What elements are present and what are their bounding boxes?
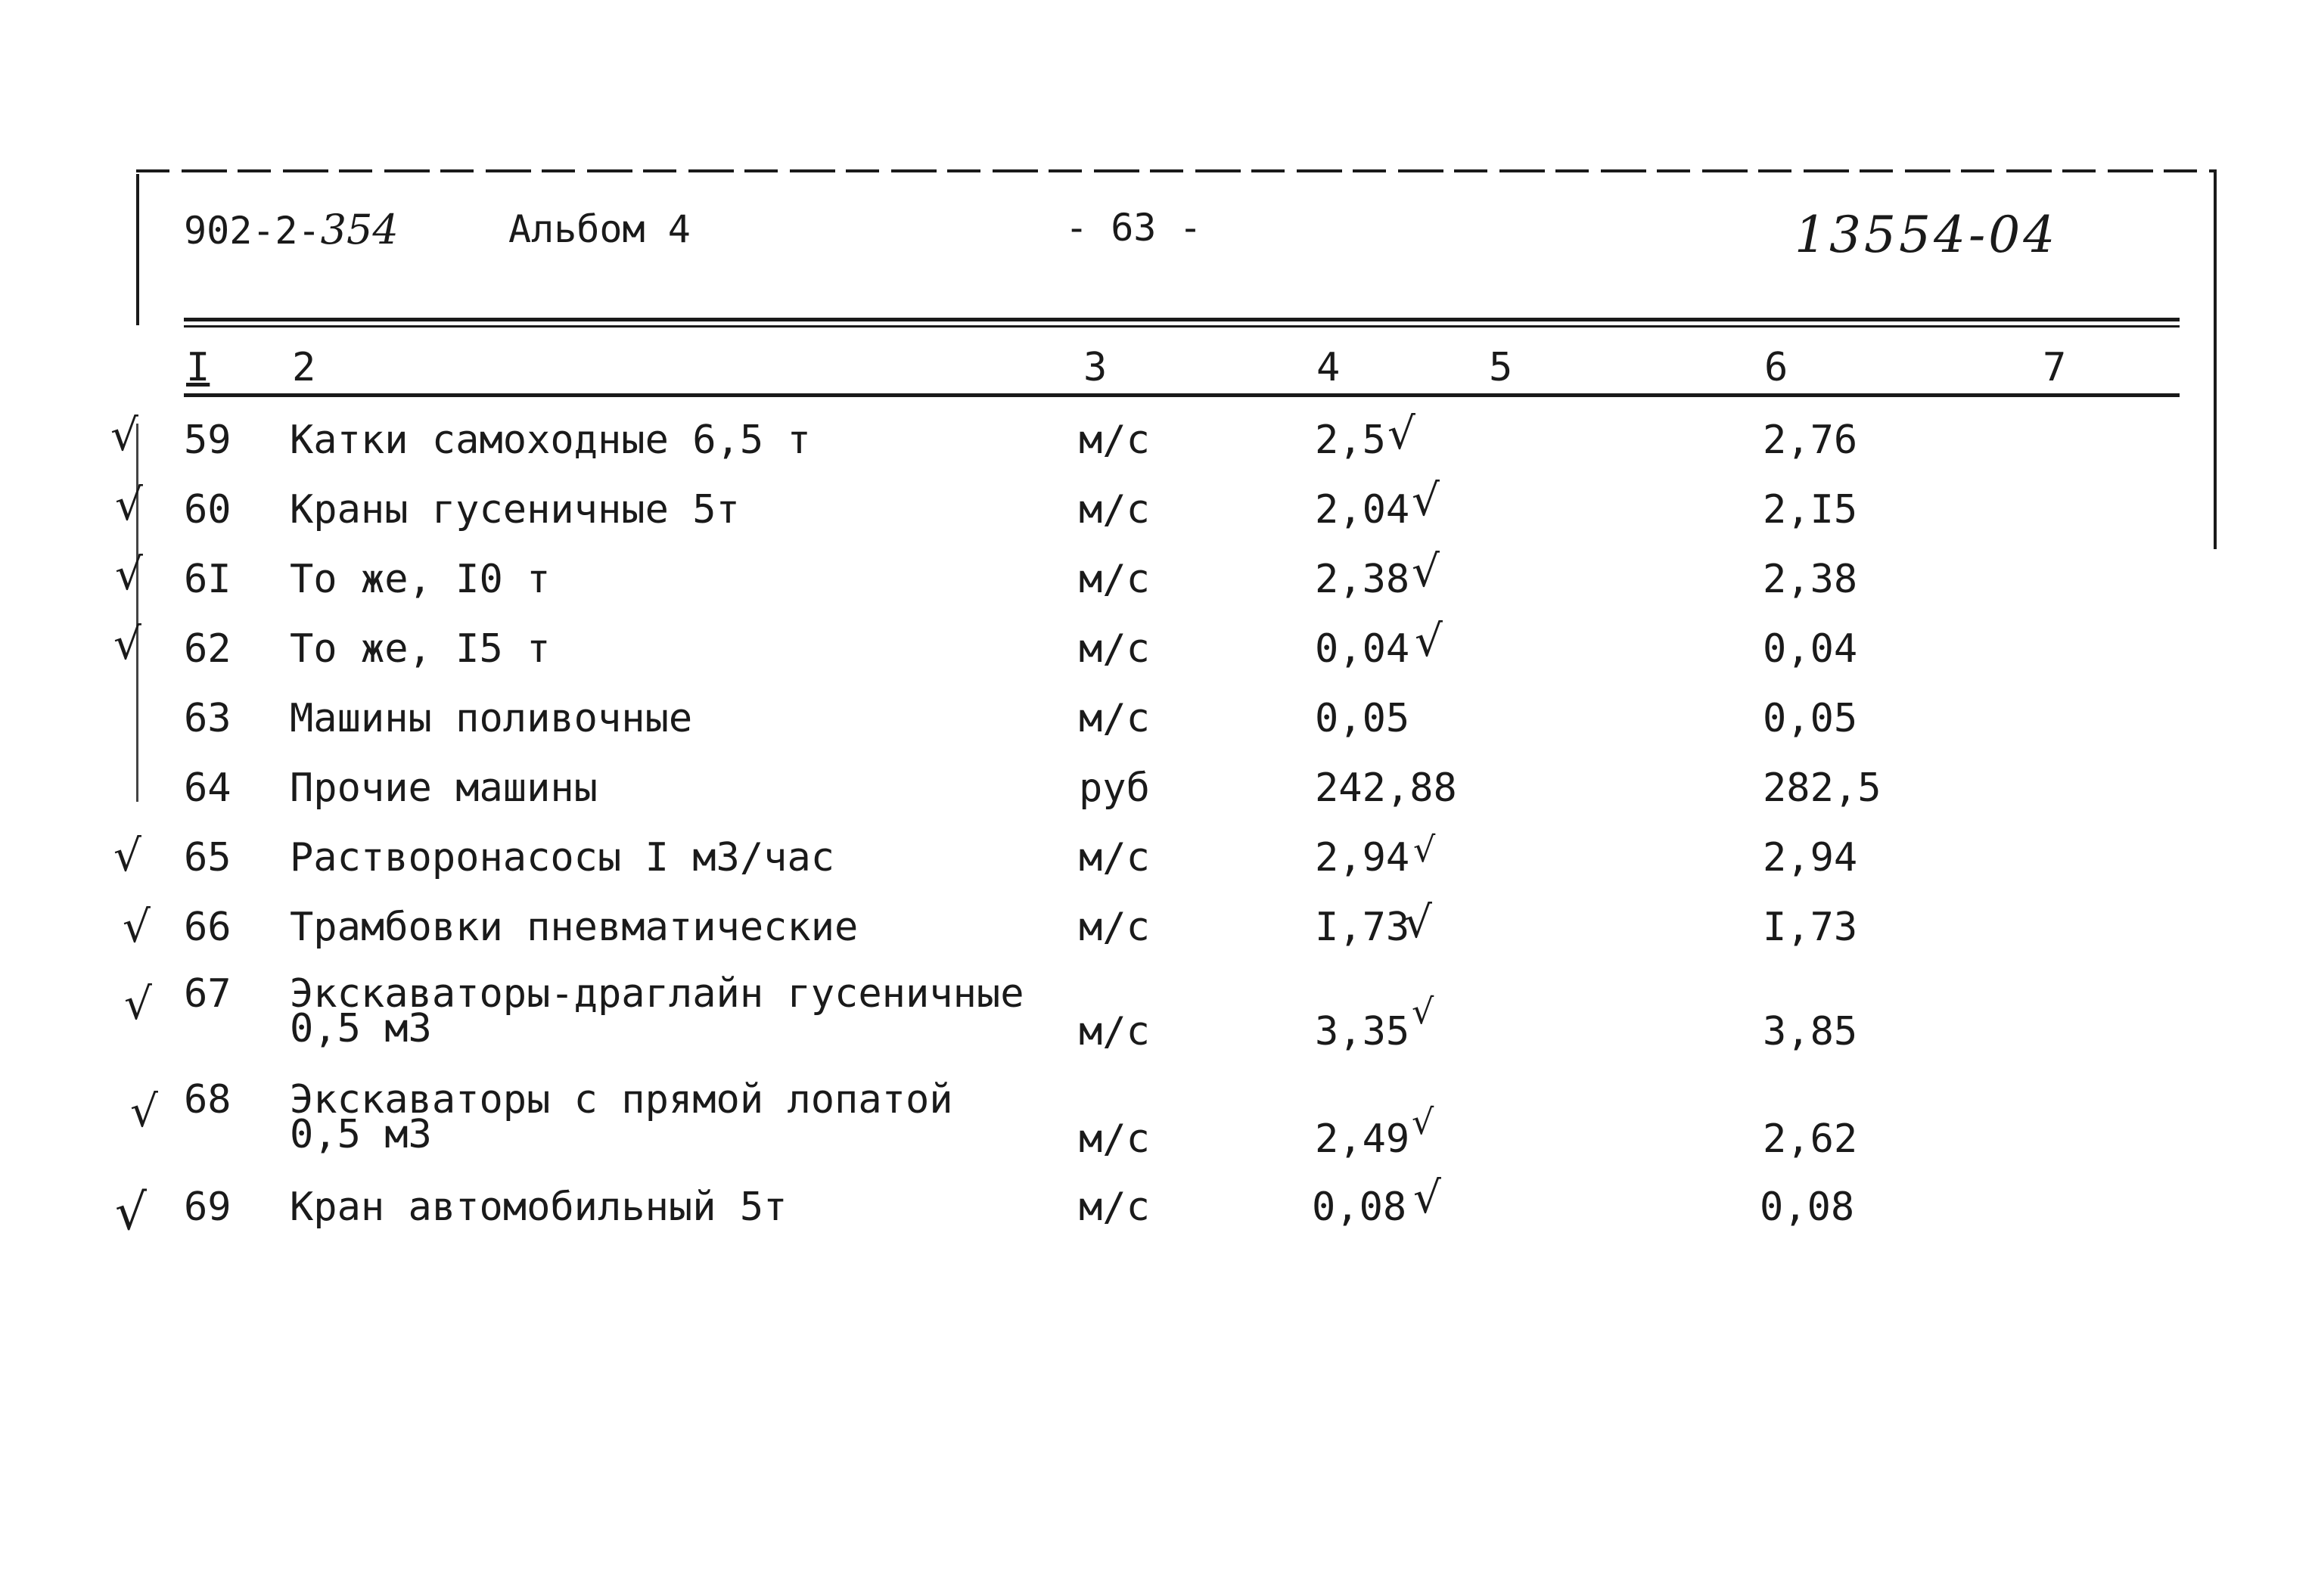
row-col4: 2,94 (1315, 835, 1410, 880)
row-number: 66 (184, 905, 232, 950)
row-number: 62 (184, 626, 232, 672)
row-name: Трамбовки пневматические (290, 905, 859, 950)
column-number-2: 2 (292, 345, 316, 390)
value-check-icon: √ (1413, 829, 1436, 870)
row-number: 68 (184, 1077, 232, 1122)
row-unit: м/с (1079, 1116, 1150, 1162)
margin-check-icon: √ (115, 548, 143, 600)
value-check-icon: √ (1412, 1101, 1434, 1142)
row-col4: 0,05 (1315, 696, 1410, 741)
row-col4: 2,49 (1315, 1116, 1410, 1162)
row-col4: 3,35 (1315, 1009, 1410, 1054)
column-number-5: 5 (1489, 345, 1513, 390)
row-unit: м/с (1079, 418, 1150, 463)
margin-check-icon: √ (123, 901, 151, 952)
row-unit: м/с (1079, 905, 1150, 950)
row-col6: 2,38 (1763, 557, 1858, 602)
right-border (2214, 171, 2217, 549)
row-unit: м/с (1079, 1185, 1150, 1230)
margin-check-icon: √ (124, 978, 152, 1029)
row-unit: м/с (1079, 1009, 1150, 1054)
document-code-printed: 902-2- (184, 209, 321, 253)
value-check-icon: √ (1412, 545, 1440, 597)
row-col4: 0,04 (1315, 626, 1410, 672)
row-col6: 2,62 (1763, 1116, 1858, 1162)
row-number: 65 (184, 835, 232, 880)
header-rule-top (184, 318, 2180, 321)
value-check-icon: √ (1404, 896, 1432, 948)
row-number: 64 (184, 765, 232, 811)
row-col4: 2,04 (1315, 487, 1410, 533)
row-name: Краны гусеничные 5т (290, 487, 740, 533)
row-col4: 2,38 (1315, 557, 1410, 602)
page-number: - 63 - (1065, 206, 1202, 250)
margin-check-icon: √ (113, 618, 141, 669)
left-border (136, 174, 139, 325)
row-name: Кран автомобильный 5т (290, 1185, 788, 1230)
row-name: Экскаваторы с прямой лопатой (290, 1077, 953, 1122)
value-check-icon: √ (1387, 408, 1415, 459)
column-number-7: 7 (2043, 345, 2067, 390)
row-col6: 2,I5 (1763, 487, 1858, 533)
row-unit: м/с (1079, 835, 1150, 880)
row-number: 6I (184, 557, 232, 602)
row-unit: м/с (1079, 557, 1150, 602)
album-label: Альбом 4 (508, 207, 691, 251)
row-name: То же, I0 т (290, 557, 551, 602)
row-unit: м/с (1079, 626, 1150, 672)
row-col4: 0,08 (1312, 1185, 1407, 1230)
column-header-rule (184, 393, 2180, 397)
row-name-continued: 0,5 м3 (290, 1112, 432, 1157)
header-rule-bottom (184, 325, 2180, 328)
row-name: Растворонасосы I м3/час (290, 835, 835, 880)
margin-check-icon: √ (110, 409, 138, 461)
row-col6: 0,05 (1763, 696, 1858, 741)
row-col6: 2,94 (1763, 835, 1858, 880)
row-unit: м/с (1079, 487, 1150, 533)
margin-check-icon: √ (115, 479, 143, 530)
column-number-3: 3 (1083, 345, 1108, 390)
row-col6: 0,08 (1760, 1185, 1855, 1230)
row-name: Катки самоходные 6,5 т (290, 418, 811, 463)
row-col6: 0,04 (1763, 626, 1858, 672)
inventory-number: 13554-04 (1795, 206, 2059, 264)
value-check-icon: √ (1413, 1172, 1441, 1223)
value-check-icon: √ (1415, 615, 1443, 666)
row-col4: I,73 (1315, 905, 1410, 950)
row-col6: 2,76 (1763, 418, 1858, 463)
row-col4: 242,88 (1315, 765, 1457, 811)
row-unit: руб (1079, 765, 1150, 811)
top-dashed-border (136, 169, 2217, 172)
document-code-handwritten: 354 (320, 206, 399, 253)
row-name: Прочие машины (290, 765, 598, 811)
row-number: 67 (184, 971, 232, 1017)
row-number: 69 (184, 1185, 232, 1230)
row-col6: 3,85 (1763, 1009, 1858, 1054)
row-name: То же, I5 т (290, 626, 551, 672)
row-number: 63 (184, 696, 232, 741)
row-number: 59 (184, 418, 232, 463)
column-number-6: 6 (1764, 345, 1788, 390)
row-col6: 282,5 (1763, 765, 1882, 811)
margin-check-icon: √ (113, 830, 141, 881)
value-check-icon: √ (1412, 991, 1434, 1032)
row-col6: I,73 (1763, 905, 1858, 950)
margin-check-icon: √ (130, 1085, 158, 1137)
row-name: Экскаваторы-драглайн гусеничные (290, 971, 1024, 1017)
value-check-icon: √ (1412, 474, 1440, 526)
row-name-continued: 0,5 м3 (290, 1006, 432, 1051)
margin-check-icon: √ (115, 1183, 148, 1241)
document-code (184, 206, 399, 253)
row-number: 60 (184, 487, 232, 533)
row-name: Машины поливочные (290, 696, 693, 741)
row-col4: 2,5 (1315, 418, 1386, 463)
column-number-4: 4 (1316, 345, 1341, 390)
column-number-1: I (186, 345, 210, 390)
row-unit: м/с (1079, 696, 1150, 741)
